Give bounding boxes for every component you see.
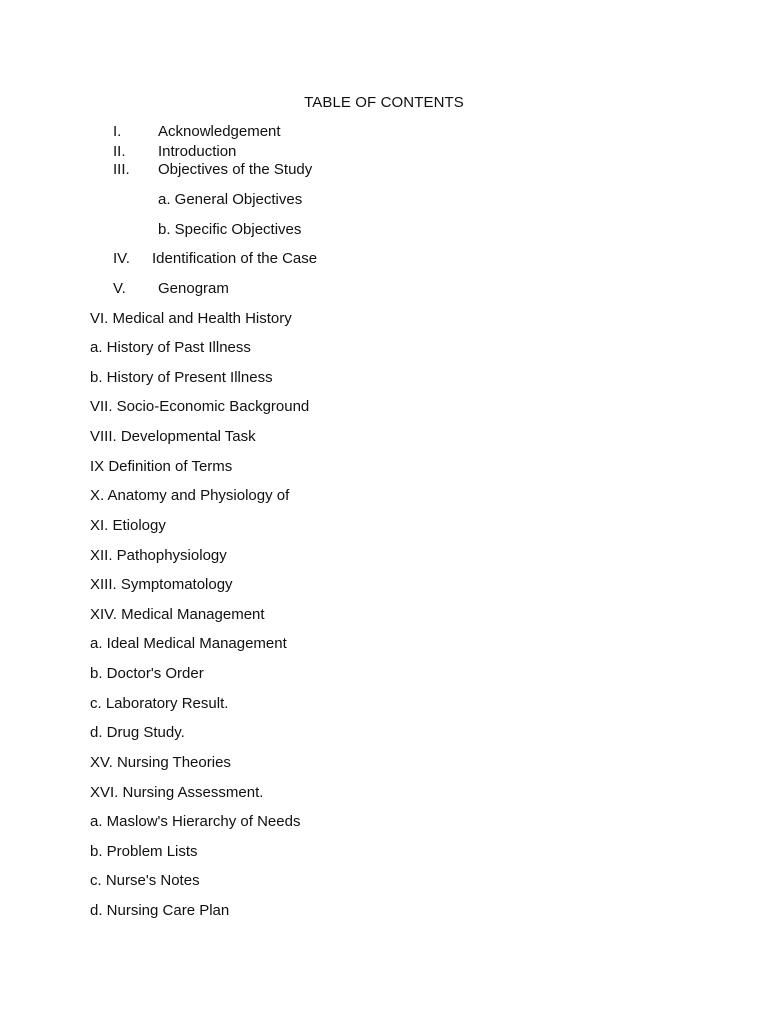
toc-entry-number: IV. [113, 250, 130, 267]
toc-entry: XIV. Medical Management [90, 606, 265, 623]
toc-subentry: c. Laboratory Result. [90, 695, 229, 712]
toc-subentry: a. Maslow's Hierarchy of Needs [90, 813, 301, 830]
toc-entry: IX Definition of Terms [90, 458, 233, 475]
toc-subentry-label: b. Specific Objectives [158, 221, 302, 238]
toc-entry-label: Identification of the Case [152, 250, 318, 267]
toc-subentry: b. History of Present Illness [90, 369, 273, 386]
toc-subentry-label: a. General Objectives [158, 191, 303, 208]
toc-entry-label: Acknowledgement [158, 123, 281, 140]
toc-entry-label: Objectives of the Study [158, 161, 313, 178]
toc-subentry: d. Nursing Care Plan [90, 902, 230, 919]
toc-entry: X. Anatomy and Physiology of [90, 487, 290, 504]
toc-entry: XI. Etiology [90, 517, 166, 534]
toc-entry: VI. Medical and Health History [90, 310, 292, 327]
toc-subentry: a. Ideal Medical Management [90, 635, 287, 652]
toc-entry: XIII. Symptomatology [90, 576, 233, 593]
toc-entry-number: II. [113, 143, 126, 160]
toc-entry-label: Genogram [158, 280, 229, 297]
toc-entry: XII. Pathophysiology [90, 547, 227, 564]
toc-entry-label: Introduction [158, 143, 237, 160]
toc-subentry: b. Problem Lists [90, 843, 198, 860]
toc-subentry: b. Doctor's Order [90, 665, 204, 682]
toc-entry: XV. Nursing Theories [90, 754, 231, 771]
toc-entry-number: I. [113, 123, 122, 140]
toc-entry-number: III. [113, 161, 130, 178]
toc-subentry: a. History of Past Illness [90, 339, 251, 356]
toc-subentry: c. Nurse's Notes [90, 872, 200, 889]
page-title: TABLE OF CONTENTS [304, 94, 464, 111]
toc-entry: VIII. Developmental Task [90, 428, 256, 445]
toc-entry: VII. Socio-Economic Background [90, 398, 310, 415]
toc-entry-number: V. [113, 280, 126, 297]
toc-entry: XVI. Nursing Assessment. [90, 784, 264, 801]
toc-subentry: d. Drug Study. [90, 724, 185, 741]
